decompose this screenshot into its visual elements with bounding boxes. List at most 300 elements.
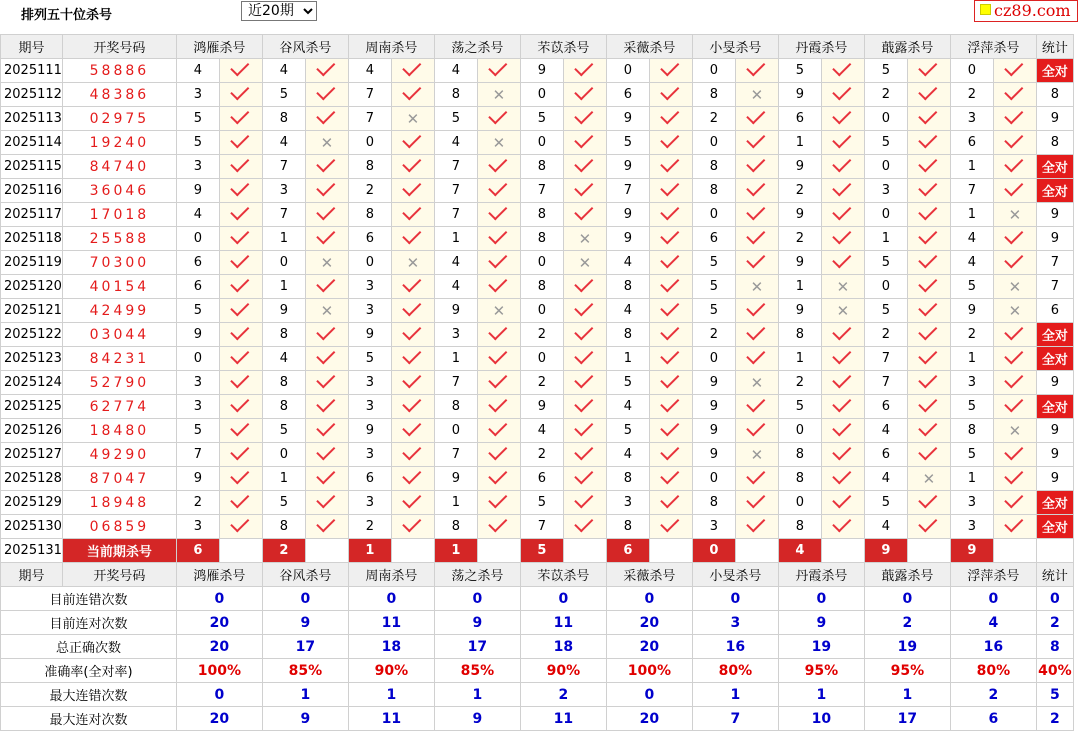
kill-number-xiaomin: 9 bbox=[692, 419, 735, 443]
kill-number-fuyi: 0 bbox=[520, 251, 563, 275]
result-mark bbox=[907, 323, 950, 347]
result-mark bbox=[477, 323, 520, 347]
check-icon bbox=[1005, 443, 1024, 461]
result-mark bbox=[305, 107, 348, 131]
result-mark bbox=[821, 131, 864, 155]
result-mark bbox=[993, 491, 1036, 515]
check-icon bbox=[403, 155, 422, 173]
result-mark bbox=[993, 323, 1036, 347]
result-mark bbox=[305, 515, 348, 539]
kill-number-jilu: 3 bbox=[864, 179, 907, 203]
cross-icon: ✕ bbox=[750, 277, 764, 296]
check-icon bbox=[231, 155, 250, 173]
kill-number-fuyi: 0 bbox=[520, 83, 563, 107]
kill-number-caiwei: 9 bbox=[606, 227, 649, 251]
result-mark bbox=[477, 419, 520, 443]
check-icon bbox=[919, 107, 938, 125]
check-icon bbox=[575, 467, 594, 485]
kill-number-fuyi: 2 bbox=[520, 443, 563, 467]
result-mark bbox=[305, 323, 348, 347]
check-icon bbox=[575, 323, 594, 341]
count-cell: 6 bbox=[1036, 299, 1073, 323]
column-header: 谷风杀号 bbox=[262, 563, 348, 587]
check-icon bbox=[747, 59, 766, 77]
check-icon bbox=[919, 131, 938, 149]
kill-number-caiwei: 8 bbox=[606, 515, 649, 539]
result-mark bbox=[477, 395, 520, 419]
empty-cell bbox=[477, 539, 520, 563]
check-icon bbox=[1005, 323, 1024, 341]
result-mark bbox=[735, 203, 778, 227]
stats-value: 9 bbox=[262, 611, 348, 635]
check-icon bbox=[833, 59, 852, 77]
check-icon bbox=[231, 179, 250, 197]
stats-value: 20 bbox=[606, 635, 692, 659]
result-mark bbox=[391, 131, 434, 155]
kill-number-jilu: 1 bbox=[864, 227, 907, 251]
stats-value: 0 bbox=[778, 587, 864, 611]
column-header: 芣苡杀号 bbox=[520, 35, 606, 59]
result-mark bbox=[649, 275, 692, 299]
draw-number-cell: 19240 bbox=[62, 131, 176, 155]
result-mark bbox=[391, 251, 434, 275]
check-icon bbox=[231, 83, 250, 101]
result-mark bbox=[649, 323, 692, 347]
stats-value: 0 bbox=[520, 587, 606, 611]
result-mark bbox=[821, 155, 864, 179]
check-icon bbox=[747, 491, 766, 509]
check-icon bbox=[489, 467, 508, 485]
check-icon bbox=[317, 491, 336, 509]
stats-value: 16 bbox=[950, 635, 1036, 659]
kill-number-dangzhi: 1 bbox=[434, 347, 477, 371]
check-icon bbox=[575, 203, 594, 221]
check-icon bbox=[489, 443, 508, 461]
result-mark bbox=[907, 299, 950, 323]
kill-number-hongyan: 0 bbox=[176, 227, 219, 251]
current-kill-jilu: 9 bbox=[864, 539, 907, 563]
kill-number-fuping: 1 bbox=[950, 155, 993, 179]
table-row bbox=[1, 155, 1074, 179]
result-mark bbox=[907, 443, 950, 467]
check-icon bbox=[1005, 491, 1024, 509]
result-mark bbox=[219, 179, 262, 203]
result-mark bbox=[735, 515, 778, 539]
stats-value: 0 bbox=[1036, 587, 1073, 611]
check-icon bbox=[317, 155, 336, 173]
result-mark bbox=[391, 395, 434, 419]
check-icon bbox=[403, 515, 422, 533]
empty-cell bbox=[735, 539, 778, 563]
check-icon bbox=[919, 179, 938, 197]
kill-number-dangzhi: 5 bbox=[434, 107, 477, 131]
kill-number-danxia: 8 bbox=[778, 443, 821, 467]
kill-number-danxia: 9 bbox=[778, 83, 821, 107]
result-mark bbox=[391, 59, 434, 83]
check-icon bbox=[575, 515, 594, 533]
count-cell: 全对 bbox=[1036, 491, 1073, 515]
column-header: 浮萍杀号 bbox=[950, 35, 1036, 59]
result-mark bbox=[477, 515, 520, 539]
result-mark bbox=[907, 131, 950, 155]
result-mark bbox=[993, 515, 1036, 539]
check-icon bbox=[661, 155, 680, 173]
check-icon bbox=[661, 515, 680, 533]
check-icon bbox=[231, 491, 250, 509]
kill-number-danxia: 8 bbox=[778, 515, 821, 539]
kill-number-jilu: 0 bbox=[864, 155, 907, 179]
check-icon bbox=[317, 419, 336, 437]
check-icon bbox=[575, 347, 594, 365]
table-row bbox=[1, 179, 1074, 203]
result-mark bbox=[993, 419, 1036, 443]
count-cell: 9 bbox=[1036, 371, 1073, 395]
result-mark bbox=[821, 443, 864, 467]
stats-value: 17 bbox=[864, 707, 950, 731]
kill-number-fuping: 3 bbox=[950, 371, 993, 395]
result-mark bbox=[649, 227, 692, 251]
kill-number-danxia: 8 bbox=[778, 323, 821, 347]
check-icon bbox=[747, 131, 766, 149]
result-mark bbox=[305, 491, 348, 515]
issue-cell: 2025113 bbox=[1, 107, 63, 131]
check-icon bbox=[403, 491, 422, 509]
result-mark bbox=[821, 275, 864, 299]
check-icon bbox=[403, 443, 422, 461]
kill-number-dangzhi: 7 bbox=[434, 155, 477, 179]
result-mark bbox=[821, 251, 864, 275]
result-mark bbox=[821, 299, 864, 323]
check-icon bbox=[1005, 131, 1024, 149]
check-icon bbox=[661, 227, 680, 245]
kill-number-hongyan: 6 bbox=[176, 251, 219, 275]
table-row bbox=[1, 107, 1074, 131]
stats-value: 1 bbox=[434, 683, 520, 707]
count-cell: 全对 bbox=[1036, 155, 1073, 179]
stats-row bbox=[1, 659, 1074, 683]
check-icon bbox=[317, 203, 336, 221]
stats-value: 0 bbox=[692, 587, 778, 611]
check-icon bbox=[661, 83, 680, 101]
check-icon bbox=[231, 107, 250, 125]
check-icon bbox=[747, 347, 766, 365]
stats-value: 2 bbox=[864, 611, 950, 635]
result-mark bbox=[305, 371, 348, 395]
kill-number-fuping: 5 bbox=[950, 443, 993, 467]
kill-number-fuyi: 6 bbox=[520, 467, 563, 491]
result-mark bbox=[563, 323, 606, 347]
result-mark bbox=[563, 395, 606, 419]
result-mark bbox=[735, 323, 778, 347]
column-header: 荡之杀号 bbox=[434, 563, 520, 587]
column-header: 周南杀号 bbox=[348, 563, 434, 587]
kill-number-danxia: 1 bbox=[778, 131, 821, 155]
kill-number-fuyi: 0 bbox=[520, 131, 563, 155]
check-icon bbox=[833, 107, 852, 125]
column-header: 鸿雁杀号 bbox=[176, 563, 262, 587]
check-icon bbox=[575, 443, 594, 461]
result-mark bbox=[305, 203, 348, 227]
kill-number-fuping: 1 bbox=[950, 347, 993, 371]
result-mark bbox=[305, 83, 348, 107]
stats-header-row bbox=[1, 563, 1074, 587]
kill-number-hongyan: 4 bbox=[176, 203, 219, 227]
kill-number-fuyi: 5 bbox=[520, 491, 563, 515]
column-header: 周南杀号 bbox=[348, 35, 434, 59]
result-mark bbox=[563, 467, 606, 491]
stats-value: 80% bbox=[950, 659, 1036, 683]
check-icon bbox=[231, 251, 250, 269]
kill-number-jilu: 7 bbox=[864, 371, 907, 395]
table-header-row bbox=[1, 35, 1074, 59]
result-mark bbox=[391, 443, 434, 467]
check-icon bbox=[919, 491, 938, 509]
check-icon bbox=[575, 419, 594, 437]
kill-number-xiaomin: 5 bbox=[692, 251, 735, 275]
kill-number-dangzhi: 1 bbox=[434, 227, 477, 251]
check-icon bbox=[403, 59, 422, 77]
kill-number-danxia: 9 bbox=[778, 299, 821, 323]
result-mark bbox=[993, 443, 1036, 467]
count-cell: 全对 bbox=[1036, 59, 1073, 83]
cross-icon: ✕ bbox=[836, 277, 850, 296]
site-logo[interactable] bbox=[974, 0, 1078, 22]
result-mark bbox=[735, 467, 778, 491]
period-select[interactable] bbox=[241, 1, 317, 21]
stats-value: 1 bbox=[348, 683, 434, 707]
result-mark bbox=[219, 227, 262, 251]
kill-number-hongyan: 3 bbox=[176, 515, 219, 539]
table-row bbox=[1, 371, 1074, 395]
result-mark bbox=[391, 371, 434, 395]
kill-number-dangzhi: 8 bbox=[434, 395, 477, 419]
kill-number-xiaomin: 5 bbox=[692, 299, 735, 323]
result-mark bbox=[391, 299, 434, 323]
result-mark bbox=[649, 515, 692, 539]
kill-number-danxia: 2 bbox=[778, 179, 821, 203]
stats-row bbox=[1, 683, 1074, 707]
cross-icon: ✕ bbox=[492, 301, 506, 320]
cross-icon: ✕ bbox=[750, 85, 764, 104]
kill-number-dangzhi: 7 bbox=[434, 203, 477, 227]
stats-value: 0 bbox=[262, 587, 348, 611]
kill-number-zhounan: 3 bbox=[348, 443, 391, 467]
check-icon bbox=[317, 275, 336, 293]
kill-number-zhounan: 9 bbox=[348, 419, 391, 443]
check-icon bbox=[231, 419, 250, 437]
result-mark bbox=[305, 251, 348, 275]
kill-number-dangzhi: 7 bbox=[434, 179, 477, 203]
result-mark bbox=[821, 347, 864, 371]
cross-icon: ✕ bbox=[320, 253, 334, 272]
check-icon bbox=[661, 443, 680, 461]
check-icon bbox=[1005, 107, 1024, 125]
column-header: 采薇杀号 bbox=[606, 35, 692, 59]
check-icon bbox=[661, 251, 680, 269]
result-mark bbox=[305, 275, 348, 299]
kill-number-gufeng: 1 bbox=[262, 467, 305, 491]
draw-number-cell: 40154 bbox=[62, 275, 176, 299]
issue-cell: 2025128 bbox=[1, 467, 63, 491]
check-icon bbox=[747, 251, 766, 269]
draw-number-cell: 49290 bbox=[62, 443, 176, 467]
kill-number-danxia: 6 bbox=[778, 107, 821, 131]
check-icon bbox=[489, 59, 508, 77]
check-icon bbox=[317, 107, 336, 125]
result-mark bbox=[219, 83, 262, 107]
kill-number-hongyan: 3 bbox=[176, 155, 219, 179]
kill-number-gufeng: 0 bbox=[262, 443, 305, 467]
kill-number-dangzhi: 1 bbox=[434, 491, 477, 515]
issue-cell: 2025120 bbox=[1, 275, 63, 299]
result-mark bbox=[735, 491, 778, 515]
result-mark bbox=[821, 227, 864, 251]
result-mark bbox=[305, 59, 348, 83]
count-cell: 全对 bbox=[1036, 515, 1073, 539]
logo-text: cz89.com bbox=[994, 1, 1071, 20]
check-icon bbox=[489, 155, 508, 173]
stats-value: 8 bbox=[1036, 635, 1073, 659]
check-icon bbox=[919, 515, 938, 533]
kill-number-dangzhi: 3 bbox=[434, 323, 477, 347]
kill-number-danxia: 5 bbox=[778, 395, 821, 419]
check-icon bbox=[747, 323, 766, 341]
result-mark bbox=[821, 467, 864, 491]
stats-value: 2 bbox=[520, 683, 606, 707]
result-mark bbox=[563, 419, 606, 443]
result-mark bbox=[735, 395, 778, 419]
cross-icon: ✕ bbox=[578, 253, 592, 272]
cross-icon: ✕ bbox=[750, 373, 764, 392]
result-mark bbox=[563, 491, 606, 515]
issue-cell: 2025121 bbox=[1, 299, 63, 323]
kill-number-dangzhi: 4 bbox=[434, 251, 477, 275]
result-mark bbox=[649, 467, 692, 491]
kill-number-caiwei: 5 bbox=[606, 131, 649, 155]
check-icon bbox=[489, 227, 508, 245]
stats-value: 6 bbox=[950, 707, 1036, 731]
kill-number-xiaomin: 8 bbox=[692, 179, 735, 203]
check-icon bbox=[489, 323, 508, 341]
kill-number-zhounan: 6 bbox=[348, 467, 391, 491]
result-mark bbox=[649, 371, 692, 395]
kill-number-hongyan: 3 bbox=[176, 371, 219, 395]
kill-number-caiwei: 9 bbox=[606, 203, 649, 227]
check-icon bbox=[1005, 59, 1024, 77]
kill-number-caiwei: 7 bbox=[606, 179, 649, 203]
kill-number-fuping: 0 bbox=[950, 59, 993, 83]
result-mark bbox=[649, 395, 692, 419]
result-mark bbox=[735, 251, 778, 275]
kill-number-fuping: 5 bbox=[950, 395, 993, 419]
result-mark bbox=[391, 203, 434, 227]
check-icon bbox=[317, 371, 336, 389]
result-mark bbox=[993, 275, 1036, 299]
stats-label: 总正确次数 bbox=[1, 635, 177, 659]
kill-number-fuyi: 2 bbox=[520, 371, 563, 395]
check-icon bbox=[747, 419, 766, 437]
stats-value: 20 bbox=[176, 635, 262, 659]
kill-number-zhounan: 2 bbox=[348, 179, 391, 203]
check-icon bbox=[403, 371, 422, 389]
result-mark bbox=[477, 443, 520, 467]
issue-cell: 2025124 bbox=[1, 371, 63, 395]
empty-cell bbox=[391, 539, 434, 563]
draw-number-cell: 70300 bbox=[62, 251, 176, 275]
check-icon bbox=[833, 443, 852, 461]
kill-number-zhounan: 3 bbox=[348, 275, 391, 299]
stats-label: 准确率(全对率) bbox=[1, 659, 177, 683]
stats-value: 90% bbox=[520, 659, 606, 683]
kill-number-dangzhi: 9 bbox=[434, 467, 477, 491]
check-icon bbox=[317, 395, 336, 413]
stats-value: 95% bbox=[864, 659, 950, 683]
kill-number-hongyan: 5 bbox=[176, 419, 219, 443]
kill-number-danxia: 9 bbox=[778, 251, 821, 275]
result-mark bbox=[477, 131, 520, 155]
kill-number-gufeng: 5 bbox=[262, 419, 305, 443]
stats-value: 4 bbox=[950, 611, 1036, 635]
check-icon bbox=[403, 419, 422, 437]
result-mark bbox=[219, 203, 262, 227]
issue-cell: 2025127 bbox=[1, 443, 63, 467]
check-icon bbox=[661, 371, 680, 389]
check-icon bbox=[1005, 395, 1024, 413]
stats-row bbox=[1, 611, 1074, 635]
result-mark bbox=[305, 443, 348, 467]
check-icon bbox=[661, 419, 680, 437]
result-mark bbox=[477, 203, 520, 227]
check-icon bbox=[489, 107, 508, 125]
result-mark bbox=[563, 131, 606, 155]
check-icon bbox=[919, 323, 938, 341]
stats-label: 目前连错次数 bbox=[1, 587, 177, 611]
result-mark bbox=[391, 83, 434, 107]
result-mark bbox=[735, 131, 778, 155]
kill-number-xiaomin: 8 bbox=[692, 83, 735, 107]
result-mark bbox=[219, 275, 262, 299]
kill-number-zhounan: 3 bbox=[348, 371, 391, 395]
result-mark bbox=[477, 251, 520, 275]
result-mark bbox=[477, 155, 520, 179]
stats-row bbox=[1, 635, 1074, 659]
result-mark bbox=[219, 107, 262, 131]
issue-cell: 2025118 bbox=[1, 227, 63, 251]
current-kill-dangzhi: 1 bbox=[434, 539, 477, 563]
result-mark bbox=[563, 179, 606, 203]
result-mark bbox=[993, 179, 1036, 203]
stats-value: 11 bbox=[348, 611, 434, 635]
stats-value: 5 bbox=[1036, 683, 1073, 707]
check-icon bbox=[661, 323, 680, 341]
result-mark bbox=[821, 395, 864, 419]
stats-value: 0 bbox=[434, 587, 520, 611]
cross-icon: ✕ bbox=[836, 301, 850, 320]
kill-number-table bbox=[0, 34, 1074, 731]
kill-number-gufeng: 4 bbox=[262, 59, 305, 83]
stats-value: 10 bbox=[778, 707, 864, 731]
draw-number-cell: 84740 bbox=[62, 155, 176, 179]
current-label-cell: 当前期杀号 bbox=[62, 539, 176, 563]
current-kill-danxia: 4 bbox=[778, 539, 821, 563]
stats-label: 最大连对次数 bbox=[1, 707, 177, 731]
result-mark bbox=[391, 491, 434, 515]
kill-number-hongyan: 3 bbox=[176, 83, 219, 107]
kill-number-caiwei: 4 bbox=[606, 299, 649, 323]
stats-value: 85% bbox=[262, 659, 348, 683]
stats-value: 100% bbox=[606, 659, 692, 683]
top-bar bbox=[0, 0, 1078, 28]
